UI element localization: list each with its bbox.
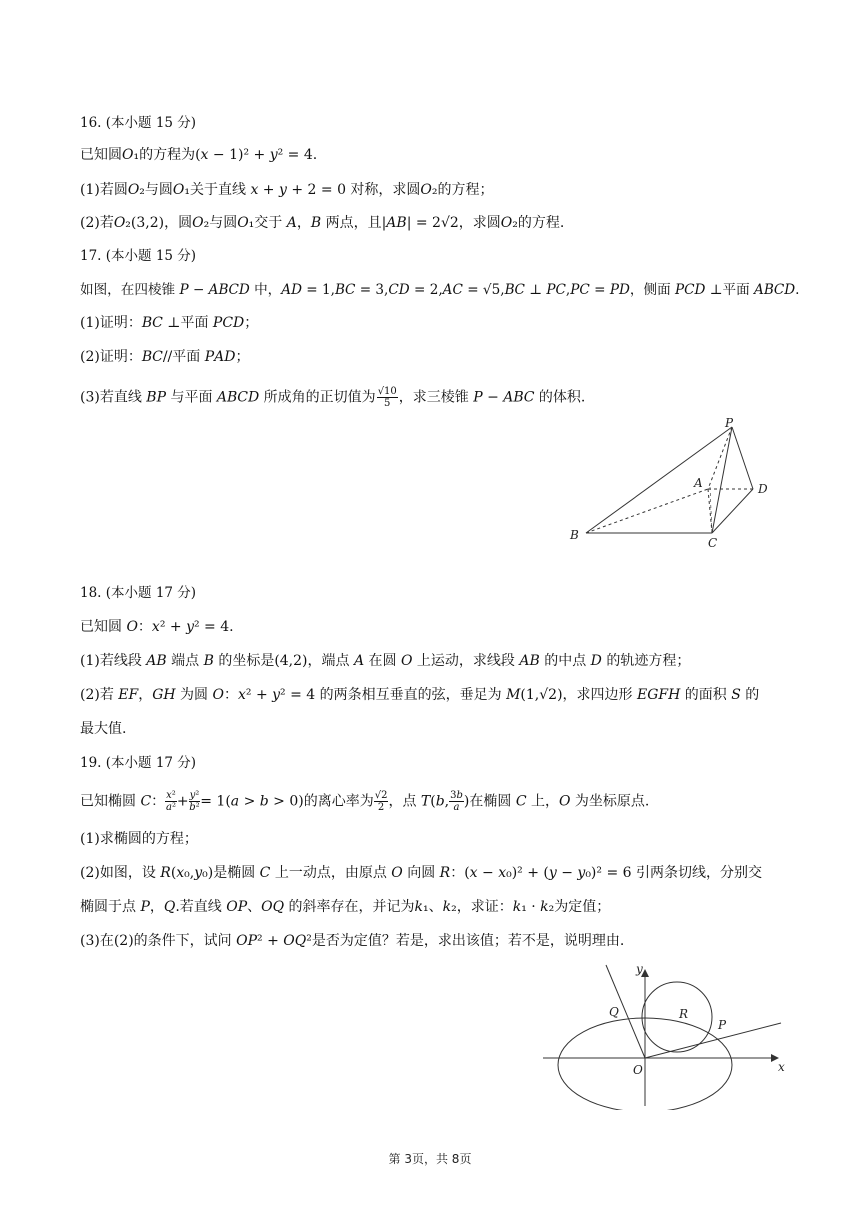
q19-stem-b: = 1(𝑎 > 𝑏 > 0)的离心率为: [200, 793, 374, 810]
q19-stem-d: )在椭圆 𝐶 上，𝑂 为坐标原点.: [463, 793, 650, 810]
q17-part3-text-b: ，求三棱锥 𝑃 − 𝐴𝐵𝐶 的体积.: [398, 389, 586, 406]
label-Q: Q: [609, 1005, 619, 1019]
q18-part2: (2)若 𝐸𝐹，𝐺𝐻 为圆 𝑂：𝑥² + 𝑦² = 4 的两条相互垂直的弦，垂足为 𝑀(1,√2)，求四边形 𝐸𝐺𝐹𝐻 的面积 𝑆 的: [80, 687, 760, 703]
q17-part3: [80, 386, 585, 409]
label-B: B: [570, 528, 579, 542]
eccentricity-fraction: [374, 790, 389, 813]
label-D: D: [758, 482, 768, 496]
q18-heading: 18. (本小题 17 分): [80, 585, 197, 601]
label-C: C: [708, 536, 718, 550]
fraction-x2-a2-numerator: 𝑥²: [166, 790, 176, 801]
q17-heading: 17. (本小题 15 分): [80, 248, 197, 264]
eccentricity-fraction-numerator: √2: [374, 790, 388, 801]
q19-part1: (1)求椭圆的方程；: [80, 831, 198, 847]
q18-part2-continued: 最大值.: [80, 721, 127, 737]
q18-part1: (1)若线段 𝐴𝐵 端点 𝐵 的坐标是(4,2)，端点 𝐴 在圆 𝑂 上运动，求线段 𝐴𝐵 的中点 𝐷 的轨迹方程；: [80, 653, 691, 669]
label-R: R: [679, 1007, 689, 1021]
label-x: x: [778, 1060, 785, 1074]
page-footer: 第 3页，共 8页: [388, 1152, 472, 1166]
q16-part1: (1)若圆𝑂₂与圆𝑂₁关于直线 𝑥 + 𝑦 + 2 = 0 对称，求圆𝑂₂的方程；: [80, 182, 494, 198]
fraction-3b-a: [449, 790, 464, 813]
tangent-fraction-denominator: 5: [384, 398, 391, 409]
fraction-x2-a2-denominator: 𝑎²: [166, 802, 176, 813]
label-y: y: [636, 962, 643, 976]
fraction-y2-b2-numerator: 𝑦²: [189, 790, 200, 801]
label-P-ellipse: P: [718, 1018, 727, 1032]
q16-stem: 已知圆𝑂₁的方程为(𝑥 − 1)² + 𝑦² = 4.: [80, 147, 318, 163]
q19-part2-continued: 椭圆于点 𝑃，𝑄.若直线 𝑂𝑃、𝑂𝑄 的斜率存在，并记为𝑘₁、𝑘₂，求证：𝑘₁ · 𝑘₂为定值；: [80, 899, 611, 915]
fraction-x2-a2: [165, 790, 177, 813]
q19-stem-a: 已知椭圆 𝐶：: [80, 793, 166, 810]
tangent-fraction: [377, 386, 398, 409]
pyramid-figure: [560, 415, 790, 555]
q17-stem: 如图，在四棱锥 𝑃 − 𝐴𝐵𝐶𝐷 中，𝐴𝐷 = 1,𝐵𝐶 = 3,𝐶𝐷 = 2,𝐴𝐶 = √5,𝐵𝐶 ⊥ 𝑃𝐶,𝑃𝐶 = 𝑃𝐷，侧面 𝑃𝐶𝐷 ⊥平面 𝐴𝐵𝐶𝐷.: [80, 282, 800, 298]
q17-part1: (1)证明：𝐵𝐶 ⊥平面 𝑃𝐶𝐷；: [80, 315, 259, 331]
fraction-3b-a-denominator: 𝑎: [453, 802, 460, 813]
label-A: A: [694, 476, 703, 490]
q19-part2: (2)如图，设 𝑅(𝑥₀,𝑦₀)是椭圆 𝐶 上一动点，由原点 𝑂 向圆 𝑅：(𝑥 − 𝑥₀)² + (𝑦 − 𝑦₀)² = 6 引两条切线，分别交: [80, 865, 762, 881]
plus-sign: +: [176, 793, 189, 810]
fraction-y2-b2: [189, 790, 201, 813]
q16-heading: 16. (本小题 15 分): [80, 115, 197, 131]
q19-part3: (3)在(2)的条件下，试问 𝑂𝑃² + 𝑂𝑄²是否为定值？若是，求出该值；若不是，说明理由.: [80, 933, 625, 949]
q19-stem: [80, 790, 649, 813]
q16-part2: (2)若𝑂₂(3,2)，圆𝑂₂与圆𝑂₁交于 𝐴，𝐵 两点，且|𝐴𝐵| = 2√2，求圆𝑂₂的方程.: [80, 215, 565, 231]
q19-stem-c: ，点 𝑇(𝑏,: [388, 793, 450, 810]
label-O: O: [633, 1063, 643, 1077]
q17-part2: (2)证明：𝐵𝐶//平面 𝑃𝐴𝐷；: [80, 349, 250, 365]
label-P: P: [725, 416, 734, 430]
q18-stem: 已知圆 𝑂：𝑥² + 𝑦² = 4.: [80, 619, 234, 635]
fraction-y2-b2-denominator: 𝑏²: [189, 802, 200, 813]
q17-part3-text-a: (3)若直线 𝐵𝑃 与平面 𝐴𝐵𝐶𝐷 所成角的正切值为: [80, 389, 376, 406]
q19-heading: 19. (本小题 17 分): [80, 755, 197, 771]
fraction-3b-a-numerator: 3𝑏: [450, 790, 463, 801]
ellipse-figure: [538, 960, 790, 1110]
eccentricity-fraction-denominator: 2: [377, 802, 385, 813]
tangent-fraction-numerator: √10: [377, 386, 397, 397]
